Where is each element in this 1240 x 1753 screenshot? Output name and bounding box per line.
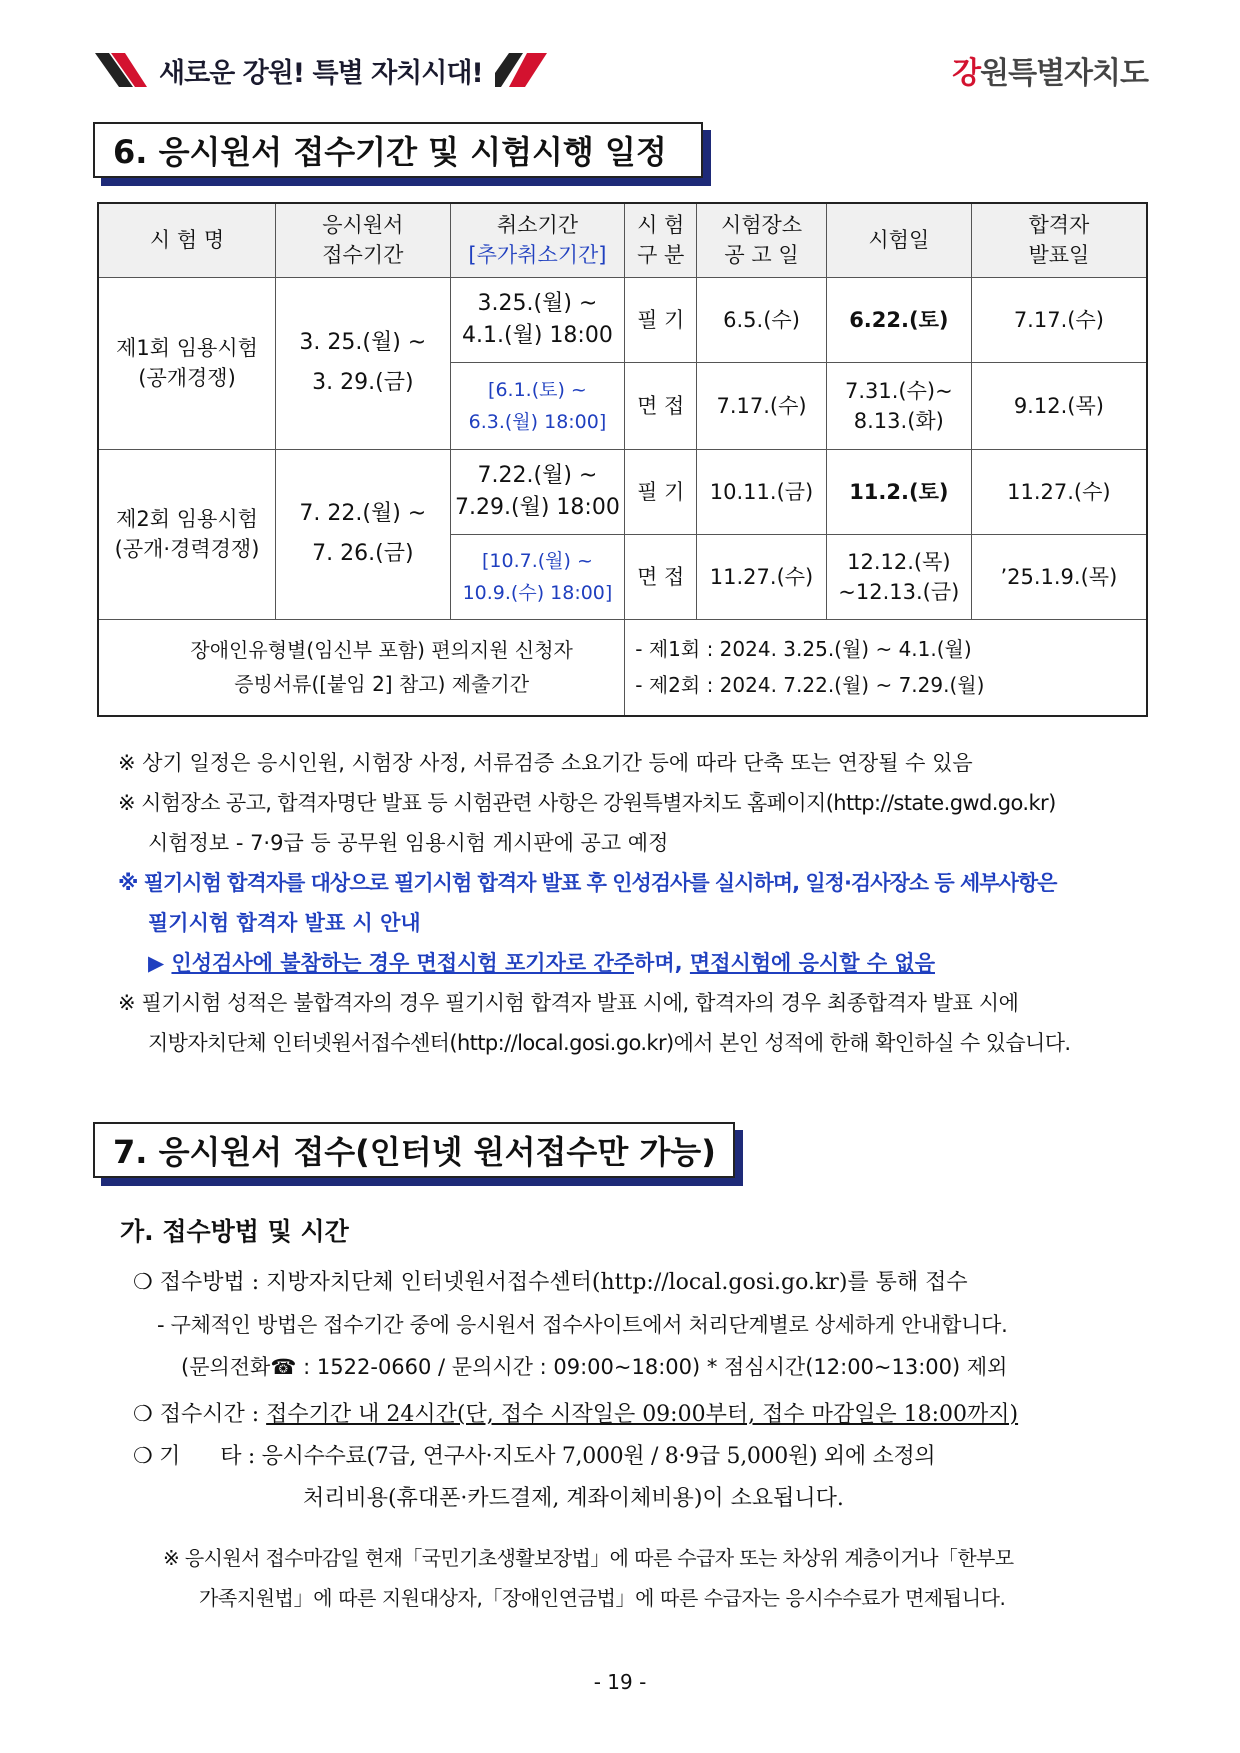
round2-interview-venue: 11.27.(수) (697, 534, 827, 619)
fee-line-1: ❍ 기 타 : 응시수수료(7급, 연구사·지도사 7,000원 / 8·9급 5,000원) 외에 소정의 (133, 1444, 936, 1469)
round2-interview-exam: 12.12.(목) ~12.13.(금) (826, 534, 971, 619)
round1-name: 제1회 임용시험 (공개경쟁) (98, 277, 276, 449)
round1-interview-venue: 7.17.(수) (697, 362, 827, 449)
exemption-note-2: 가족지원법」에 따른 지원대상자,「장애인연금법」에 따른 수급자는 응시수수료가 면제됩니다. (199, 1586, 1006, 1610)
org-logo-text: 원특별자치도 (980, 56, 1148, 91)
round1-written-result: 7.17.(수) (971, 277, 1147, 362)
notes-block (118, 743, 1158, 1063)
note-score-1: ※ 필기시험 성적은 불합격자의 경우 필기시험 합격자 발표 시에, 합격자의 경우 최종합격자 발표 시에 (118, 991, 1019, 1015)
round1-written-exam: 6.22.(토) (826, 277, 971, 362)
table-row (98, 449, 1147, 534)
header-slogan-group (95, 50, 547, 90)
schedule-table (97, 202, 1148, 717)
disability-periods: - 제1회 : 2024. 3.25.(월) ~ 4.1.(월) - 제2회 : 2024. 7.22.(월) ~ 7.29.(월) (625, 619, 1147, 716)
round2-written-type: 필 기 (625, 449, 697, 534)
round1-interview-result: 9.12.(목) (971, 362, 1147, 449)
slash-stripe-icon (495, 53, 547, 87)
page-number: - 19 - (593, 1670, 647, 1694)
round1-cancel-period: 3.25.(월) ~ 4.1.(월) 18:00 (450, 277, 625, 362)
method-contact: (문의전화☎ : 1522-0660 / 문의시간 : 09:00~18:00) * 점심시간(12:00~13:00) 제외 (181, 1355, 1008, 1379)
exemption-note-1: ※ 응시원서 접수마감일 현재「국민기초생활보장법」에 따른 수급자 또는 차상위 계층이거나「한부모 (163, 1546, 1014, 1570)
header-venue-date: 시험장소 공 고 일 (697, 203, 827, 277)
section-6-title-text: 6. 응시원서 접수기간 및 시험시행 일정 (93, 122, 703, 178)
round1-written-type: 필 기 (625, 277, 697, 362)
method-detail: - 구체적인 방법은 접수기간 중에 응시원서 접수사이트에서 처리단계별로 상세하게 안내합니다. (157, 1313, 1008, 1337)
round2-written-venue: 10.11.(금) (697, 449, 827, 534)
note-personality-test-1: ※ 필기시험 합격자를 대상으로 필기시험 합격자 발표 후 인성검사를 실시하며, 일정·검사장소 등 세부사항은 (118, 871, 1057, 895)
fee-line-2: 처리비용(휴대폰·카드결제, 계좌이체비용)이 소요됩니다. (303, 1486, 844, 1511)
header-exam-type: 시 험 구 분 (625, 203, 697, 277)
header-cancel-period: 취소기간 [추가취소기간] (450, 203, 625, 277)
table-row (98, 277, 1147, 362)
header-exam-name: 시 험 명 (98, 203, 276, 277)
round2-interview-type: 면 접 (625, 534, 697, 619)
disability-label: 장애인유형별(임신부 포함) 편의지원 신청자 증빙서류([붙임 2] 참고) 제출기간 (98, 619, 625, 716)
time-line: ❍ 접수시간 : 접수기간 내 24시간(단, 접수 시작일은 09:00부터, 접수 마감일은 18:00까지) (133, 1402, 1019, 1427)
org-logo-accent: 강 (952, 56, 981, 91)
round2-written-exam: 11.2.(토) (826, 449, 971, 534)
section-6-title (93, 122, 703, 178)
round1-app-period: 3. 25.(월) ~ 3. 29.(금) (276, 277, 451, 449)
note-venue-notice-2: 시험정보 - 7·9급 등 공무원 임용시험 게시판에 공고 예정 (148, 831, 669, 855)
round2-written-result: 11.27.(수) (971, 449, 1147, 534)
note-personality-warning: ▶ 인성검사에 불참하는 경우 면접시험 포기자로 간주하며, 면접시험에 응시할 수 없음 (148, 951, 935, 975)
subsection-title: 가. 접수방법 및 시간 (120, 1217, 349, 1246)
method-line: ❍ 접수방법 : 지방자치단체 인터넷원서접수센터(http://local.gosi.go.kr)를 통해 접수 (133, 1270, 968, 1295)
triangle-icon: ▶ (148, 951, 165, 975)
section-7-title (93, 1122, 735, 1178)
round2-extra-cancel: [10.7.(월) ~ 10.9.(수) 18:00] (450, 534, 625, 619)
round2-name: 제2회 임용시험 (공개·경력경쟁) (98, 449, 276, 619)
round1-interview-type: 면 접 (625, 362, 697, 449)
org-logo (952, 48, 1148, 92)
section-7-title-text: 7. 응시원서 접수(인터넷 원서접수만 가능) (93, 1122, 735, 1178)
note-personality-test-2: 필기시험 합격자 발표 시 안내 (148, 911, 421, 935)
table-row (98, 619, 1147, 716)
header-slogan: 새로운 강원! 특별 자치시대! (159, 57, 483, 89)
method-block (133, 1262, 1153, 1520)
header-exam-date: 시험일 (826, 203, 971, 277)
round1-interview-exam: 7.31.(수)~ 8.13.(화) (826, 362, 971, 449)
round1-extra-cancel: [6.1.(토) ~ 6.3.(월) 18:00] (450, 362, 625, 449)
red-stripe-icon (95, 53, 147, 87)
round2-interview-result: ’25.1.9.(목) (971, 534, 1147, 619)
round2-app-period: 7. 22.(월) ~ 7. 26.(금) (276, 449, 451, 619)
table-header-row (98, 203, 1147, 277)
round1-written-venue: 6.5.(수) (697, 277, 827, 362)
round2-cancel-period: 7.22.(월) ~ 7.29.(월) 18:00 (450, 449, 625, 534)
note-schedule-change: ※ 상기 일정은 응시인원, 시험장 사정, 서류검증 소요기간 등에 따라 단축 또는 연장될 수 있음 (118, 751, 973, 775)
exemption-note (163, 1538, 1153, 1618)
header-result-date: 합격자 발표일 (971, 203, 1147, 277)
note-score-2: 지방자치단체 인터넷원서접수센터(http://local.gosi.go.kr)에서 본인 성적에 한해 확인하실 수 있습니다. (148, 1031, 1071, 1055)
note-venue-notice-1: ※ 시험장소 공고, 합격자명단 발표 등 시험관련 사항은 강원특별자치도 홈페이지(http://state.gwd.go.kr) (118, 791, 1056, 815)
header-app-period: 응시원서 접수기간 (276, 203, 451, 277)
